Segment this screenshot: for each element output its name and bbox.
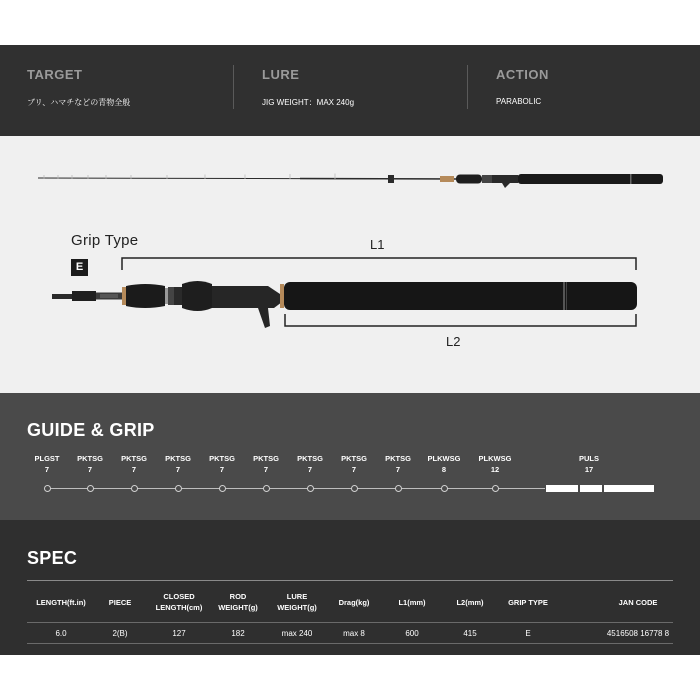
spec-header-rod-weight: ROD WEIGHT(g): [218, 592, 258, 612]
grip-closeup: [52, 281, 637, 328]
guide-type: PLKWSG: [478, 454, 512, 463]
spec-value-lure-weight: max 240: [281, 628, 313, 638]
spec-header-drag: Drag(kg): [338, 597, 370, 607]
grip-segment: [580, 485, 602, 492]
spec-divider: [27, 580, 673, 581]
spec-value-closed-length: 127: [172, 628, 186, 638]
spec-value-l2: 415: [463, 628, 477, 638]
guide-item: [156, 453, 200, 475]
guide-size: 17: [584, 465, 594, 474]
guide-item: [376, 453, 420, 475]
info-action-heading: ACTION: [496, 67, 549, 82]
guide-item: [288, 453, 332, 475]
guide-dot: [263, 485, 270, 492]
info-band: [0, 45, 700, 136]
guide-item: [112, 453, 156, 475]
guide-dot: [219, 485, 226, 492]
l1-dimension-bracket: [122, 258, 636, 270]
guide-item: [567, 453, 611, 475]
guide-size: 7: [395, 465, 401, 474]
guide-type: PLGST: [34, 454, 60, 463]
spec-header-jan-code: JAN CODE: [618, 597, 658, 607]
guide-type: PLKWSG: [427, 454, 461, 463]
spec-header-lure-weight: LURE WEIGHT(g): [277, 592, 317, 612]
guide-item: [422, 453, 466, 475]
guide-line: [47, 488, 545, 489]
guide-size: 7: [87, 465, 93, 474]
l2-dimension-bracket: [285, 314, 636, 326]
spec-header-closed-length: CLOSED LENGTH(cm): [155, 592, 203, 612]
guide-dot: [351, 485, 358, 492]
spec-divider: [27, 622, 673, 623]
guide-type: PKTSG: [165, 454, 191, 463]
guide-item: [244, 453, 288, 475]
rod-illustration: [0, 136, 700, 393]
spec-header-length: LENGTH(ft.in): [36, 597, 86, 607]
guide-dot: [131, 485, 138, 492]
info-lure-value: JIG WEIGHT：MAX 240g: [262, 98, 355, 107]
guide-type: PULS: [578, 454, 599, 463]
grip-type-badge: E: [71, 259, 88, 276]
guide-size: 7: [175, 465, 181, 474]
guide-size: 7: [307, 465, 313, 474]
guide-dot: [441, 485, 448, 492]
guide-type: PKTSG: [121, 454, 147, 463]
guide-item: [200, 453, 244, 475]
l1-label: L1: [370, 237, 385, 252]
guide-item: [473, 453, 517, 475]
spec-title: SPEC: [27, 548, 78, 568]
spec-header-grip-type: GRIP TYPE: [508, 597, 548, 607]
spec-value-drag: max 8: [343, 628, 365, 638]
guide-item: [68, 453, 112, 475]
guide-size: 7: [263, 465, 269, 474]
guide-size: 8: [441, 465, 447, 474]
info-action-value: PARABOLIC: [496, 97, 542, 106]
grip-segment: [604, 485, 654, 492]
guide-dot: [307, 485, 314, 492]
guide-dot: [395, 485, 402, 492]
info-lure-heading: LURE: [262, 67, 300, 82]
info-divider: [467, 65, 468, 109]
guide-type: PKTSG: [341, 454, 367, 463]
grip-segment: [546, 485, 578, 492]
spec-header-l2: L2(mm): [456, 597, 484, 607]
spec-value-length: 6.0: [55, 628, 67, 638]
guide-size: 7: [219, 465, 225, 474]
spec-divider: [27, 643, 673, 644]
full-rod: [38, 174, 663, 189]
guide-type: PKTSG: [77, 454, 103, 463]
l2-label: L2: [446, 334, 461, 349]
guide-item: [25, 453, 69, 475]
guide-size: 12: [490, 465, 500, 474]
guide-type: PKTSG: [209, 454, 235, 463]
spec-value-grip-type: E: [525, 628, 531, 638]
rod-image-band: [0, 136, 700, 393]
grip-type-title: Grip Type: [71, 232, 139, 249]
info-target-value: ブリ、ハマチなどの青物全般: [27, 98, 131, 107]
guide-dot: [175, 485, 182, 492]
guide-dot: [44, 485, 51, 492]
spec-value-l1: 600: [405, 628, 419, 638]
spec-band: [0, 520, 700, 655]
guide-dot: [492, 485, 499, 492]
guide-dot: [87, 485, 94, 492]
guide-type: PKTSG: [297, 454, 323, 463]
info-divider: [233, 65, 234, 109]
guide-size: 7: [351, 465, 357, 474]
guide-grip-band: [0, 393, 700, 520]
spec-header-l1: L1(mm): [398, 597, 426, 607]
guide-item: [332, 453, 376, 475]
spec-value-rod-weight: 182: [231, 628, 245, 638]
info-target-heading: TARGET: [27, 67, 83, 82]
spec-value-jan-code: 4516508 16778 8: [606, 628, 670, 638]
guide-type: PKTSG: [253, 454, 279, 463]
guide-size: 7: [44, 465, 50, 474]
guide-size: 7: [131, 465, 137, 474]
guide-type: PKTSG: [385, 454, 411, 463]
guide-grip-title: GUIDE & GRIP: [27, 420, 155, 440]
spec-header-piece: PIECE: [108, 597, 132, 607]
spec-value-piece: 2(B): [112, 628, 128, 638]
